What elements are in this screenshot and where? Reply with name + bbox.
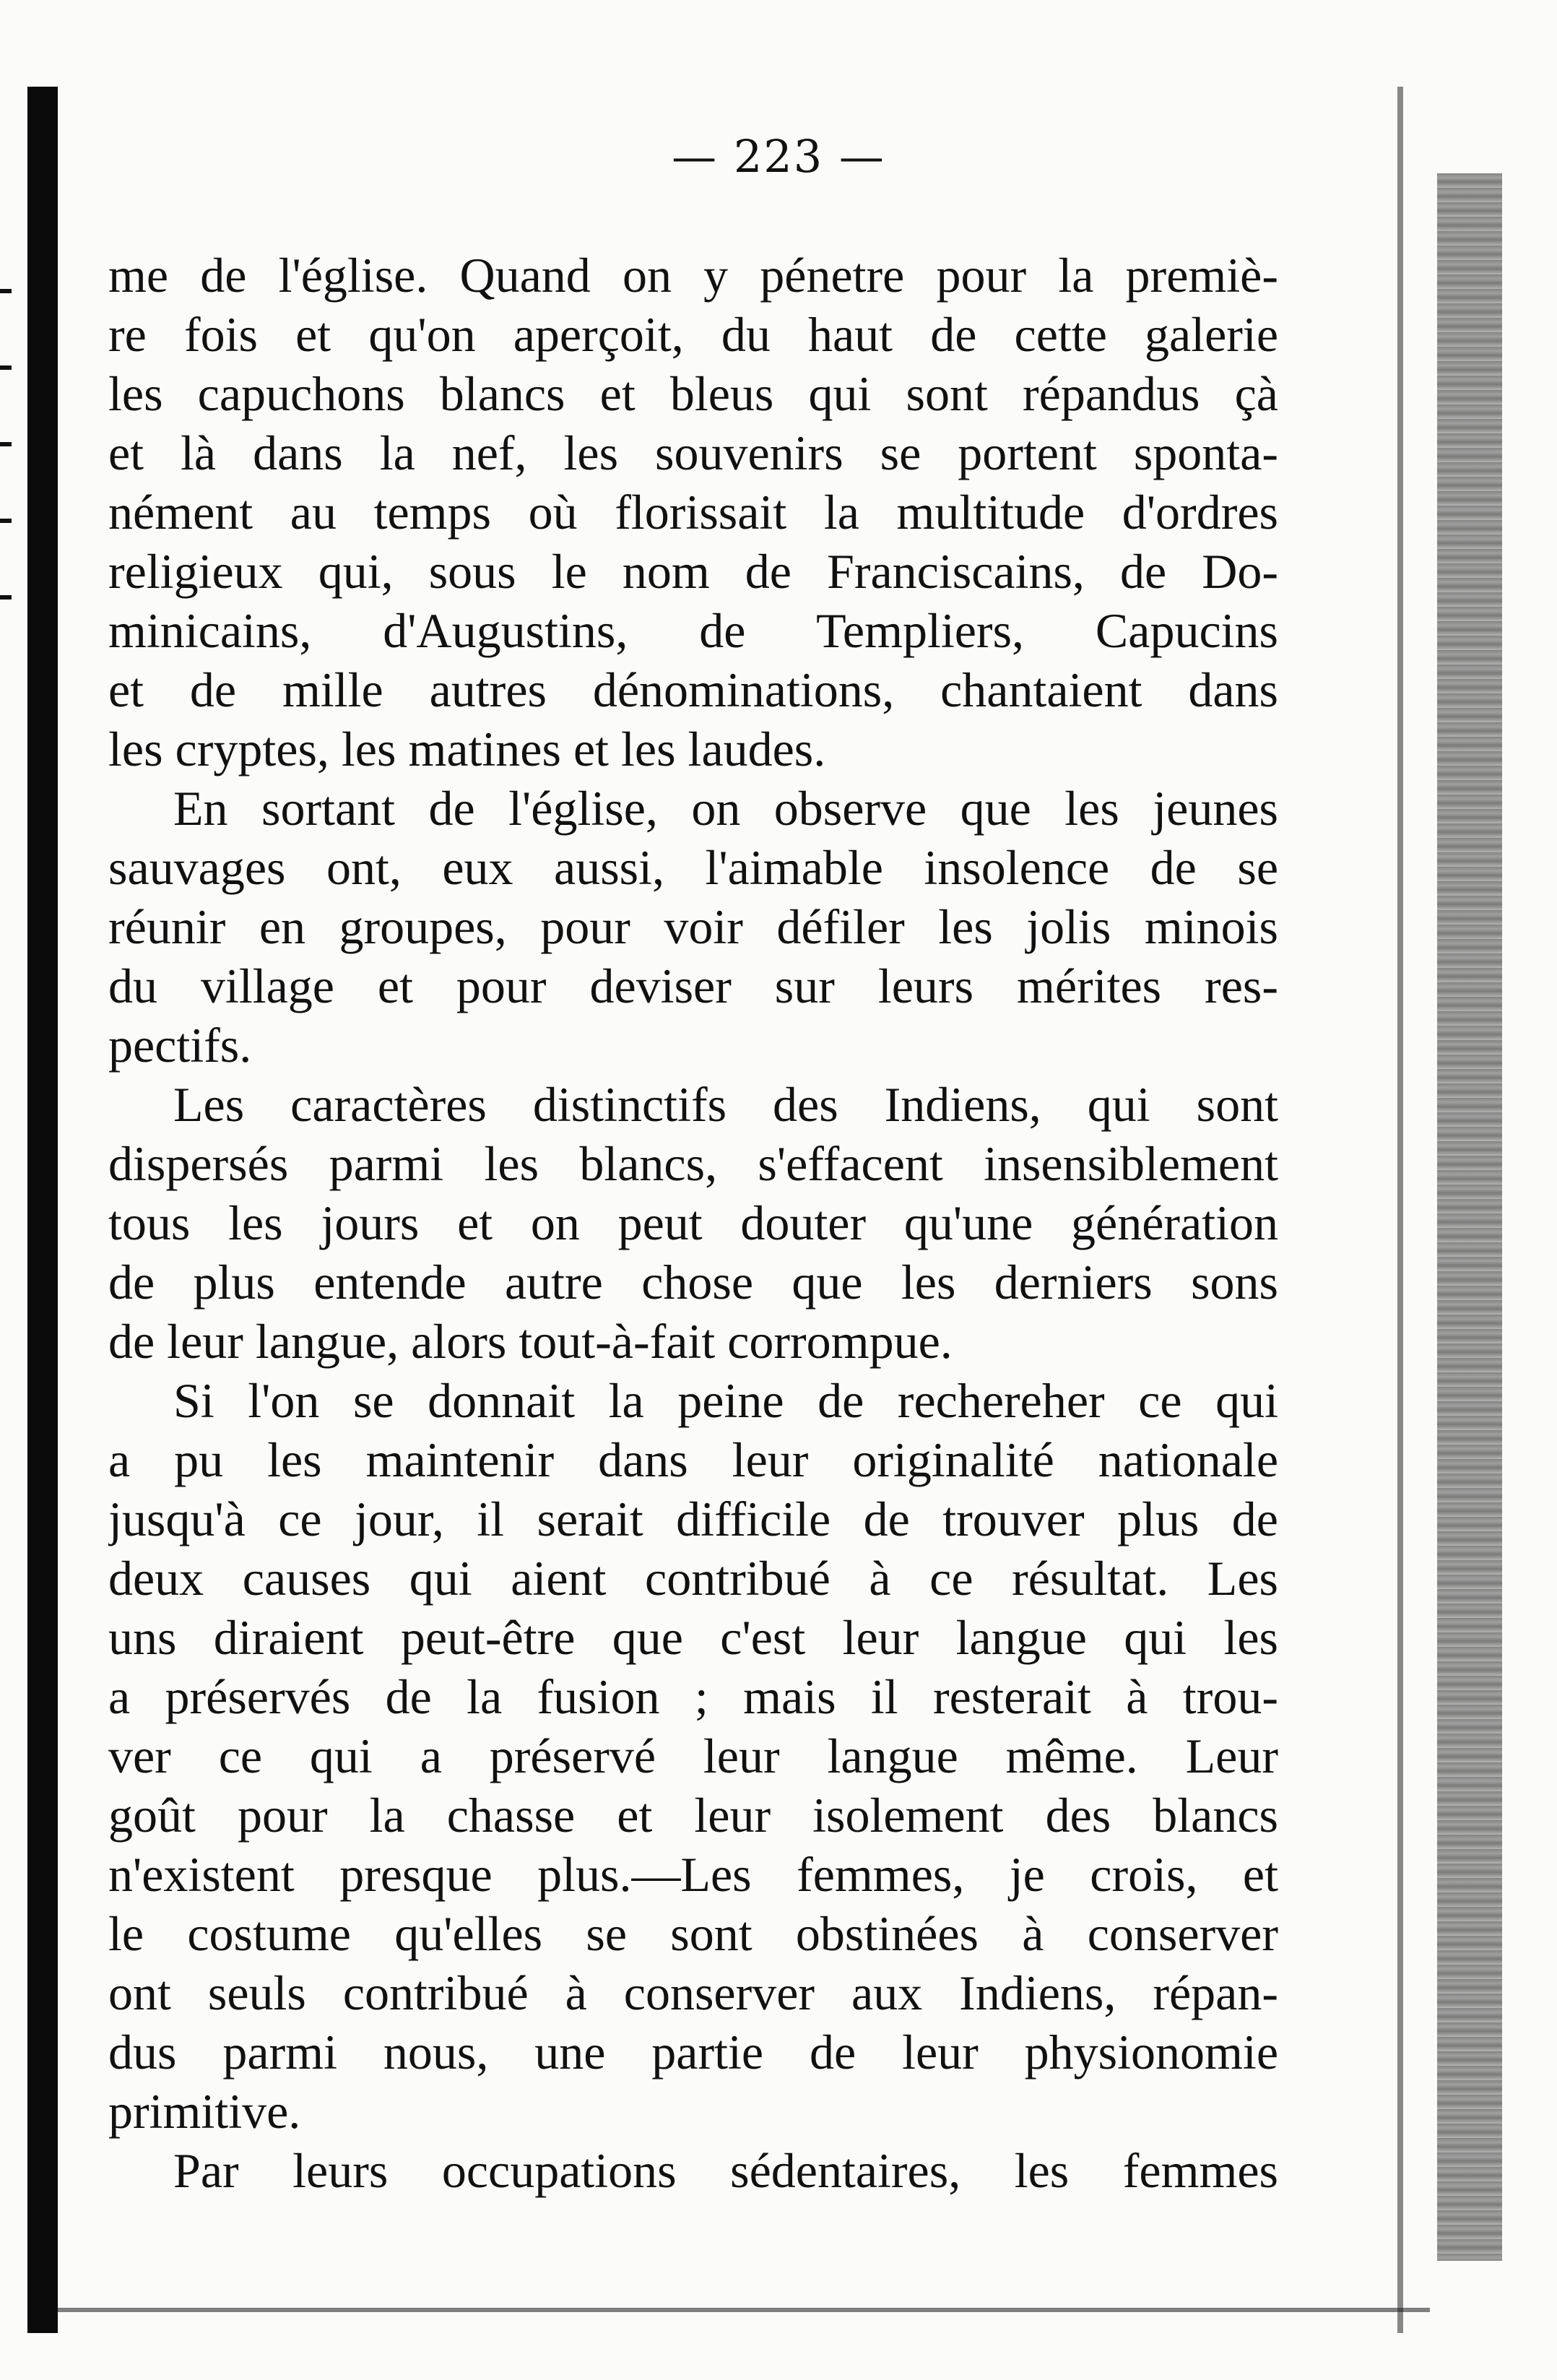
- text-line: les capuchons blancs et bleus qui sont répandus çà: [108, 366, 1278, 421]
- text-line: le costume qu'elles se sont obstinées à conserver: [108, 1906, 1278, 1961]
- text-line: n'existent presque plus.—Les femmes, je crois, et: [108, 1847, 1278, 1902]
- text-line: et là dans la nef, les souvenirs se portent sponta-: [108, 425, 1278, 480]
- page-bottom-edge: [58, 2308, 1430, 2312]
- text-line: Les caractères distinctifs des Indiens, qui sont: [173, 1077, 1278, 1132]
- margin-marks: [0, 289, 14, 722]
- text-line: goût pour la chasse et leur isolement des blancs: [108, 1788, 1278, 1843]
- book-binding-edge: [27, 87, 58, 2333]
- text-line: de plus entende autre chose que les derniers sons: [108, 1255, 1278, 1310]
- text-line: a préservés de la fusion ; mais il resterait à trou-: [108, 1669, 1278, 1724]
- text-line: Si l'on se donnait la peine de rechereher ce qui: [173, 1373, 1278, 1428]
- text-line: Par leurs occupations sédentaires, les femmes: [173, 2143, 1278, 2198]
- text-line: pectifs.: [108, 1018, 252, 1073]
- page-number: — 223 —: [672, 130, 885, 183]
- adjacent-page-edge: [1437, 173, 1502, 2261]
- text-line: jusqu'à ce jour, il serait difficile de trouver plus de: [108, 1492, 1278, 1546]
- text-line: tous les jours et on peut douter qu'une génération: [108, 1195, 1278, 1250]
- text-line: dus parmi nous, une partie de leur physionomie: [108, 2025, 1278, 2080]
- text-line: dispersés parmi les blancs, s'effacent insensiblement: [108, 1136, 1278, 1191]
- text-line: uns diraient peut-être que c'est leur langue qui les: [108, 1610, 1278, 1665]
- text-line: ont seuls contribué à conserver aux Indiens, répan-: [108, 1965, 1278, 2020]
- text-line: a pu les maintenir dans leur originalité nationale: [108, 1432, 1278, 1487]
- text-line: minicains, d'Augustins, de Templiers, Capucins: [108, 603, 1278, 658]
- text-line: religieux qui, sous le nom de Franciscains, de Do-: [108, 544, 1278, 599]
- text-line: de leur langue, alors tout-à-fait corrompue.: [108, 1314, 953, 1369]
- text-line: et de mille autres dénominations, chantaient dans: [108, 662, 1278, 717]
- text-line: nément au temps où florissait la multitude d'ordres: [108, 485, 1278, 540]
- text-line: deux causes qui aient contribué à ce résultat. Les: [108, 1551, 1278, 1606]
- page-fold-line: [1397, 87, 1403, 2333]
- text-line: sauvages ont, eux aussi, l'aimable insolence de se: [108, 840, 1278, 895]
- text-line: re fois et qu'on aperçoit, du haut de cette galerie: [108, 307, 1278, 362]
- text-line: du village et pour deviser sur leurs mérites res-: [108, 959, 1278, 1013]
- text-line: réunir en groupes, pour voir défiler les jolis minois: [108, 899, 1278, 954]
- text-line: primitive.: [108, 2084, 301, 2139]
- body-text: [108, 246, 1278, 2200]
- text-line: ver ce qui a préservé leur langue même. Leur: [108, 1728, 1278, 1783]
- text-line: En sortant de l'église, on observe que les jeunes: [173, 781, 1278, 836]
- text-line: les cryptes, les matines et les laudes.: [108, 722, 826, 776]
- text-line: me de l'église. Quand on y pénetre pour la premiè-: [108, 248, 1278, 303]
